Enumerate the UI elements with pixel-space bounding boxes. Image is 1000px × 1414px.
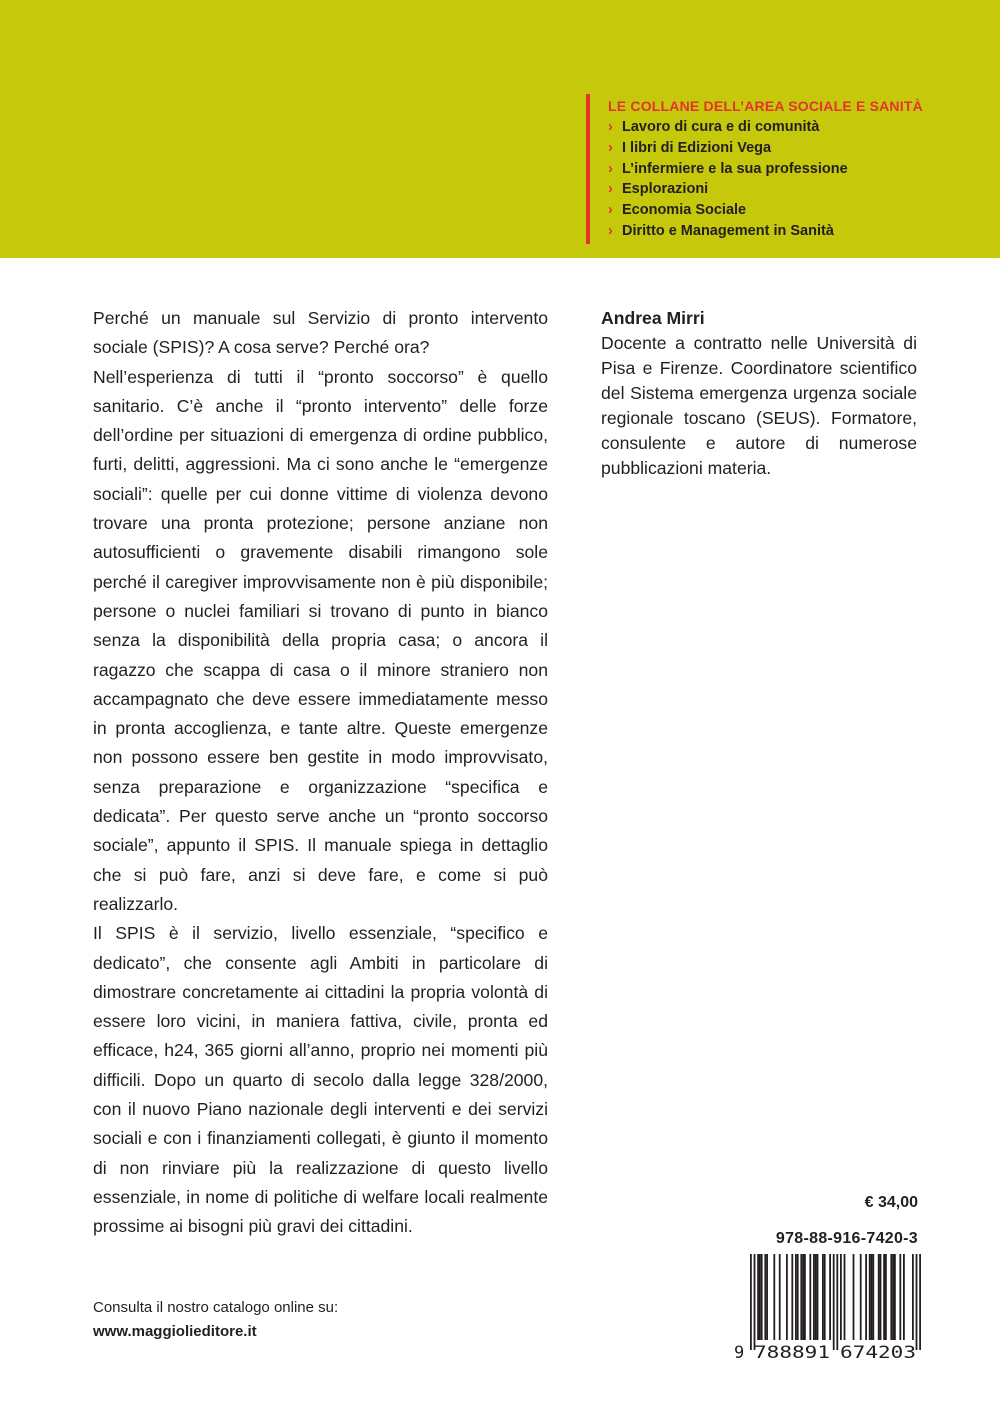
author-bio: Docente a contratto nelle Università di Pisa e Firenze. Coordinatore scientifico del Sistema emergenza urgenza sociale regionale toscano (SEUS). Formatore, consulente e autore di numerose pubblicazioni materia. — [601, 333, 917, 478]
barcode-bar — [890, 1254, 892, 1340]
barcode-bar — [860, 1254, 862, 1340]
barcode-bar — [791, 1254, 793, 1340]
barcode-bar — [903, 1254, 905, 1340]
barcode-bar — [885, 1254, 887, 1340]
chevron-right-icon: › — [608, 202, 613, 219]
barcode-bar — [795, 1254, 797, 1340]
barcode-bar — [883, 1254, 885, 1340]
barcode-bar — [865, 1254, 867, 1340]
series-item-label: I libri di Edizioni Vega — [622, 139, 772, 156]
series-item — [608, 117, 998, 138]
barcode-bar — [817, 1254, 819, 1340]
barcode-bar — [750, 1254, 752, 1350]
barcode-bar — [824, 1254, 826, 1340]
barcode-bar — [871, 1254, 873, 1340]
series-title: LE COLLANE DELL’AREA SOCIALE E SANITÀ — [608, 98, 923, 114]
blurb-paragraph: Il SPIS è il servizio, livello essenziale, “specifico e dedicato”, che consente agli Ambiti in particolare di dimostrare concretamente ai cittadini la propria volontà di essere loro vicini, in maniera fattiva, civile, pronta ed efficace, h24, 365 giorni all’anno, proprio nei momenti più difficili. Dopo un quarto di secolo dalla legge 328/2000, con il nuovo Piano nazionale degli interventi e dei servizi sociali e con i finanziamenti collegati, è giunto il momento di non rinviare più la realizzazione di questo livello essenziale, in nome di politiche di welfare locali realmente prossime ai bisogni più gravi dei cittadini. — [93, 923, 548, 1237]
barcode-bar — [822, 1254, 824, 1340]
author-box — [601, 306, 917, 481]
barcode-bar — [878, 1254, 880, 1340]
barcode-left-digits: 788891 — [754, 1343, 830, 1362]
series-item — [608, 138, 998, 159]
barcode-bar — [809, 1254, 811, 1340]
barcode-bar — [829, 1254, 831, 1340]
series-item-label: L’infermiere e la sua professione — [622, 160, 848, 177]
barcode-bar — [759, 1254, 761, 1340]
barcode-first-digit: 9 — [734, 1343, 745, 1362]
barcode-bar — [880, 1254, 882, 1340]
series-item-label: Diritto e Management in Sanità — [622, 222, 834, 239]
barcode-bar — [804, 1254, 806, 1340]
series-list — [586, 94, 998, 244]
series-item-label: Lavoro di cura e di comunità — [622, 119, 820, 135]
series-item-label: Economia Sociale — [622, 202, 747, 219]
barcode-bar — [766, 1254, 768, 1340]
barcode-bar — [813, 1254, 815, 1340]
series-item — [608, 200, 998, 221]
barcode-bar — [844, 1254, 846, 1340]
chevron-right-icon: › — [608, 160, 613, 177]
barcode-bar — [786, 1254, 788, 1340]
barcode-right-digits: 674203 — [840, 1343, 916, 1362]
blurb-paragraph: Perché un manuale sul Servizio di pronto intervento sociale (SPIS)? A cosa serve? Perché ora? — [93, 308, 548, 358]
barcode-bars — [750, 1254, 921, 1350]
barcode — [730, 1252, 922, 1362]
barcode-bar — [800, 1254, 802, 1340]
barcode-bar — [797, 1254, 799, 1340]
barcode-bar — [773, 1254, 775, 1340]
chevron-right-icon: › — [608, 222, 613, 239]
barcode-bar — [833, 1254, 835, 1350]
catalog-url[interactable]: www.maggiolieditore.it — [93, 1323, 257, 1340]
chevron-right-icon: › — [608, 139, 613, 156]
chevron-right-icon: › — [608, 181, 613, 198]
barcode-bar — [815, 1254, 817, 1340]
barcode-bar — [894, 1254, 896, 1340]
barcode-bar — [761, 1254, 763, 1340]
barcode-bar — [872, 1254, 874, 1340]
barcode-bar — [764, 1254, 766, 1340]
catalog-info — [93, 1296, 493, 1344]
barcode-bar — [899, 1254, 901, 1340]
barcode-bar — [919, 1254, 921, 1350]
barcode-bar — [757, 1254, 759, 1340]
barcode-bar — [779, 1254, 781, 1340]
series-item — [608, 159, 998, 180]
barcode-bar — [869, 1254, 871, 1340]
barcode-bar — [912, 1254, 914, 1340]
barcode-bar — [853, 1254, 855, 1340]
blurb-text — [93, 304, 548, 1242]
author-name: Andrea Mirri — [601, 308, 705, 328]
catalog-label: Consulta il nostro catalogo online su: — [93, 1299, 339, 1316]
series-item — [608, 221, 998, 242]
blurb-paragraph: Nell’esperienza di tutti il “pronto soccorso” è quello sanitario. C’è anche il “pronto intervento” delle forze dell’ordine per situazioni di emergenza di ordine pubblico, furti, delitti, aggressioni. Ma ci sono anche le “emergenze sociali”: quelle per cui donne vittime di violenza devono trovare una pronta protezione; persone anziane non autosufficienti o gravemente disabili rimangono sole perché il caregiver improvvisamente non è più disponibile; persone o nuclei familiari si trovano di punto in bianco senza la disponibilità della propria casa; o ancora il ragazzo che scappa di casa o il minore straniero non accampagnato che deve essere immediatamente messo in pronta accoglienza, e tante altre. Queste emergenze non possono essere ben gestite in modo improvvisato, senza preparazione e organizzazione “specifica e dedicata”. Per questo serve anche un “pronto soccorso sociale”, appunto il SPIS. Il manuale spiega in dettaglio che si può fare, anzi si deve fare, e come si può realizzarlo. — [93, 366, 548, 914]
barcode-bar — [836, 1254, 838, 1350]
series-item-label: Esplorazioni — [622, 181, 709, 198]
barcode-bar — [840, 1254, 842, 1340]
barcode-bar — [802, 1254, 804, 1340]
barcode-bar — [754, 1254, 756, 1350]
isbn: 978-88-916-7420-3 — [775, 1230, 918, 1247]
barcode-bar — [916, 1254, 918, 1350]
series-item — [608, 179, 998, 200]
barcode-bar — [892, 1254, 894, 1340]
price: € 34,00 — [864, 1194, 918, 1211]
chevron-right-icon: › — [608, 119, 613, 135]
